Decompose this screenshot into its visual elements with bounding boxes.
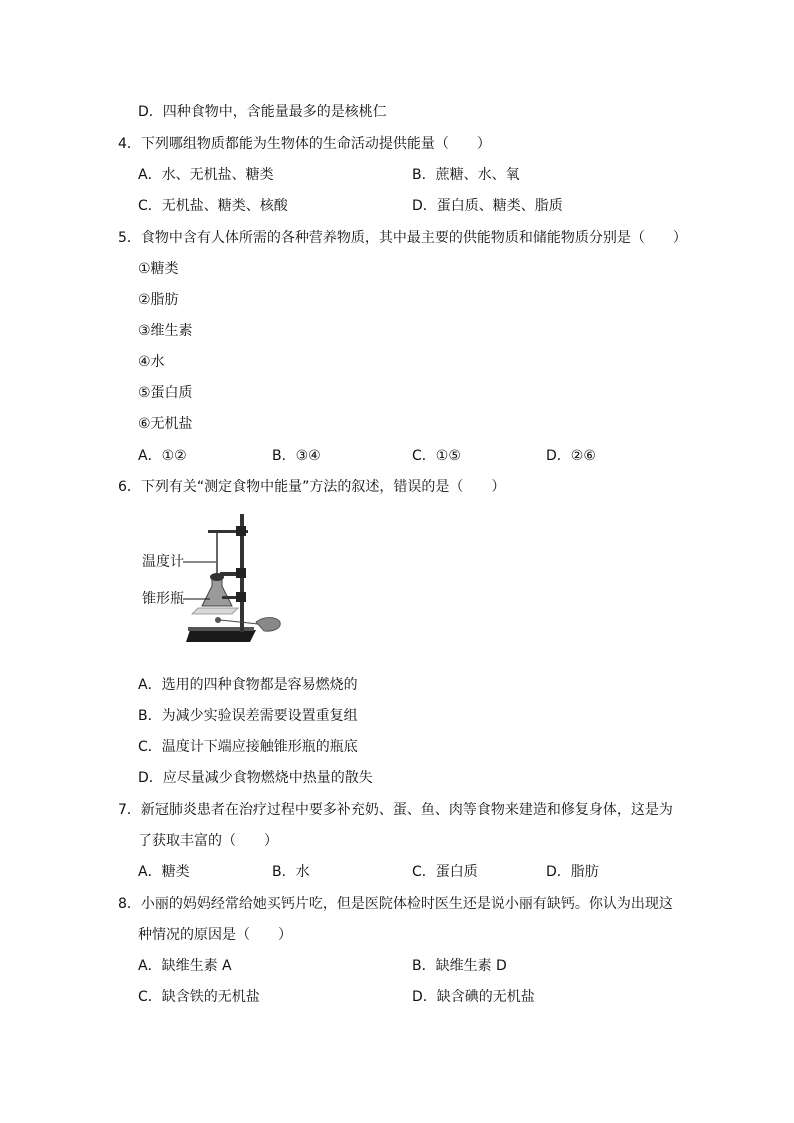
- q6-option-c: C．温度计下端应接触锥形瓶的瓶底: [138, 739, 358, 755]
- q6-option-d: D．应尽量减少食物燃烧中热量的散失: [138, 770, 373, 786]
- q5-item-4: ④水: [138, 354, 165, 370]
- q5-item-3: ③维生素: [138, 323, 193, 339]
- q5-option-d: D．②⑥: [546, 448, 596, 464]
- q7-option-d: D．脂肪: [546, 864, 599, 880]
- figure-label-flask: 锥形瓶: [142, 591, 184, 607]
- q4-option-d: D．蛋白质、糖类、脂质: [412, 198, 563, 214]
- q8-stem-line2: 种情况的原因是（ ）: [138, 927, 292, 943]
- apparatus-illustration: [138, 510, 288, 650]
- q8-option-d: D．缺含碘的无机盐: [412, 989, 535, 1005]
- q8-option-b: B．缺维生素 D: [412, 958, 507, 974]
- q5-stem: 5．食物中含有人体所需的各种营养物质，其中最主要的供能物质和储能物质分别是（ ）: [118, 230, 687, 246]
- q7-option-a: A．糖类: [138, 864, 190, 880]
- q7-option-c: C．蛋白质: [412, 864, 478, 880]
- q4-stem: 4．下列哪组物质都能为生物体的生命活动提供能量（ ）: [118, 136, 491, 152]
- q5-item-5: ⑤蛋白质: [138, 385, 193, 401]
- q5-item-6: ⑥无机盐: [138, 416, 193, 432]
- q7-stem-line2: 了获取丰富的（ ）: [138, 833, 278, 849]
- q6-option-b: B．为减少实验误差需要设置重复组: [138, 708, 358, 724]
- q5-option-c: C．①⑤: [412, 448, 461, 464]
- q8-option-c: C．缺含铁的无机盐: [138, 989, 260, 1005]
- q6-option-a: A．选用的四种食物都是容易燃烧的: [138, 677, 358, 693]
- q3-option-d: D．四种食物中，含能量最多的是核桃仁: [138, 104, 387, 120]
- q7-option-b: B．水: [272, 864, 310, 880]
- q4-option-c: C．无机盐、糖类、核酸: [138, 198, 288, 214]
- q5-item-2: ②脂肪: [138, 292, 179, 308]
- figure-label-thermometer: 温度计: [142, 554, 184, 570]
- calorimeter-apparatus-figure: [138, 510, 288, 650]
- q8-option-a: A．缺维生素 A: [138, 958, 232, 974]
- q4-option-b: B．蔗糖、水、氧: [412, 167, 520, 183]
- q7-stem-line1: 7．新冠肺炎患者在治疗过程中要多补充奶、蛋、鱼、肉等食物来建造和修复身体，这是为: [118, 802, 673, 818]
- q5-item-1: ①糖类: [138, 261, 179, 277]
- q5-option-a: A．①②: [138, 448, 187, 464]
- q6-stem: 6．下列有关“测定食物中能量”方法的叙述，错误的是（ ）: [118, 479, 506, 495]
- q4-option-a: A．水、无机盐、糖类: [138, 167, 274, 183]
- q5-option-b: B．③④: [272, 448, 321, 464]
- q8-stem-line1: 8．小丽的妈妈经常给她买钙片吃，但是医院体检时医生还是说小丽有缺钙。你认为出现这: [118, 896, 673, 912]
